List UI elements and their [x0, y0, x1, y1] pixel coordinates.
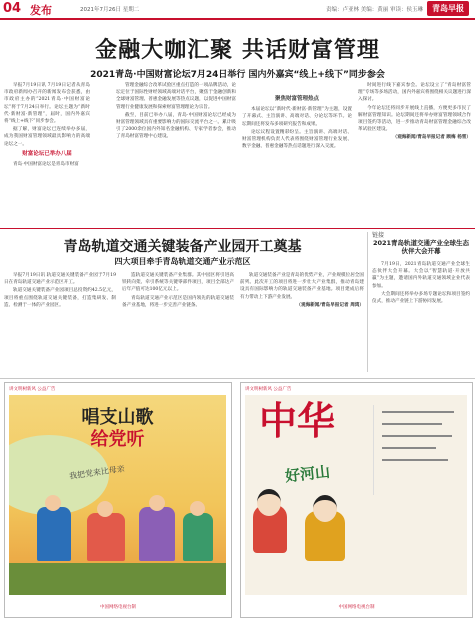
left-ad-title: [9, 395, 226, 451]
second-col3-para: 轨道交通装备产业是青岛的优势产业，产业规模位居全国前列。此次开工的项目将进一步壮大产业集群，推动青岛建设具有国际影响力的轨道交通装备产业基地。项目建成后将有力带动上下游产业发展。: [240, 273, 364, 300]
calligraphy-block: [373, 405, 462, 495]
lead-col3-subtitle: 聚焦财富管理热点: [274, 96, 319, 102]
lead-column-3: [242, 82, 352, 222]
right-ad-header: 讲文明树新风 公益广告: [245, 387, 292, 392]
second-col2-para: 造轨道交通关键装备产业集群。其中园区将引进高铁转向架、牵引系统等关键零部件项目，项目全部达产后年产值可达100亿元以上。: [122, 273, 234, 293]
right-ad-footer: 中国网络电视台制: [338, 605, 375, 610]
lead-col4-para: 今年论坛还将同步开展线上直播，方便更多市民了解财富管理知识。论坛期间还将举办财富管理领域合作项目签约等活动，进一步推动青岛财富管理金融综合改革试验区建设。: [358, 105, 471, 133]
right-ad-artwork: [245, 395, 467, 595]
sidebar-tag: 链接: [372, 232, 385, 239]
second-subheadline: 四大项目牵手青岛轨道交通产业示范区: [114, 257, 251, 266]
lead-col1-para: 据了解，财富论坛已连续举办多届，成为我国财富管理领域最具影响力的高端论坛之一。: [4, 127, 90, 147]
left-ad-footer: 中国网络电视台制: [100, 605, 136, 610]
lead-col1-para: 早报7月19日讯 7月19日记者从青岛市政府新闻办召开的新闻发布会获悉，由市政府主办的“2021青岛·中国财富论坛”将于7月24日举行。论坛主题为“新时代·新财富·新管理”，届时，国内外嘉宾将“线上+线下”同步参会。: [4, 83, 90, 125]
second-col2-para: 青岛轨道交通产业示范区是国内领先的轨道交通装备产业基地，将进一步完善产业链条。: [122, 295, 234, 308]
figure-shape: [139, 507, 175, 561]
second-col1-para: 轨道交通关键装备产业园项目总投资约42.5亿元，项目将重点围绕轨道交通关键装备，打造集研发、制造、检测于一体的产业园区。: [4, 288, 116, 308]
second-column-1: [4, 272, 116, 372]
second-column-2: [122, 272, 234, 372]
sidebar-title: 2021青岛轨道交通产业全球生态伙伴大会开幕: [372, 239, 470, 255]
left-ad-subtitle: 我把党来比母亲: [68, 464, 126, 481]
section-divider: [0, 378, 475, 379]
second-headline: 青岛轨道交通关键装备产业园开工奠基: [63, 239, 302, 255]
child-head: [313, 495, 337, 522]
lead-byline: （观海新闻/青岛早报记者 顾梅 杨雪）: [392, 135, 471, 141]
sidebar-para: 大会期间还将举办多场专题论坛和项目签约仪式，推动产业链上下游协同发展。: [372, 291, 470, 305]
calligraphy-stroke: [382, 459, 448, 461]
figure-shape: [37, 507, 71, 561]
calligraphy-stroke: [382, 423, 442, 425]
issue-date: 2021年7月26日 星期二: [80, 7, 140, 13]
second-col1-para: 早报7月19日讯 轨道交通关键装备产业园于7月19日在青岛轨道交通产业示范区开工。: [4, 273, 116, 286]
child-head: [257, 489, 281, 516]
second-byline: （观海新闻/青岛早报记者 周鸿）: [296, 302, 364, 308]
left-ad-header: 讲文明树新风 公益广告: [9, 387, 56, 392]
lead-headline: 金融大咖汇聚 共话财富管理: [95, 38, 380, 63]
figure-head: [149, 495, 165, 511]
calligraphy-stroke: [382, 435, 452, 437]
figure-head: [97, 501, 113, 517]
sidebar-text: [372, 261, 470, 373]
figure-head: [45, 495, 61, 511]
column-divider: [367, 232, 368, 372]
sidebar-box: [372, 232, 470, 374]
lead-col3-para: 本届论坛以“新时代·新财富·新管理”为主题，设置了开幕式、主旨演讲、高端对话、分论坛等环节。论坛期间还将发布多项研究报告和成果。: [242, 107, 352, 127]
right-ad-subtitle: 好河山: [284, 462, 331, 486]
second-column-3: [240, 272, 364, 372]
lead-col3-para: 论坛议程设置精彩纷呈。主旨演讲、高端对话、财富管理机构负责人代表将围绕财富管理行业发展、数字金融、普惠金融等热点话题进行深入交流。: [242, 129, 352, 150]
left-ad-title-line1: 唱支山歌: [81, 407, 154, 428]
right-ad-title: 中华: [259, 398, 336, 443]
lead-column-1: [4, 82, 90, 222]
lead-column-4: [358, 82, 471, 222]
sidebar-para: 7月19日，2021青岛轨道交通产业全球生态伙伴大会开幕。大会以“智慧轨道·开放共赢”为主题，邀请国内外轨道交通领域企业代表参加。: [372, 262, 470, 289]
editor-credits: 责编：卢亚林 美编：黄丽 审读：侯玉琳: [326, 7, 423, 13]
newspaper-logo: 青岛早报: [427, 1, 469, 16]
lead-col2-para: 管理金融综合改革试验区重点打造的一项品牌活动，论坛定位于国际性财经领域高端对话平台，聚焦于金融创新和全球财富管理、普惠金融发展等热点议题，以促进中国财富管理行业健康发展和探索财富管理理论为宗旨。: [116, 83, 236, 110]
lead-column-2: [116, 82, 236, 222]
section-name: 发布: [30, 4, 52, 17]
lead-col2-para: 截至，目前已举办八届，青岛·中国财富论坛已经成为财富管理领域具有重要影响力的国际交流平台之一。累计吸引了2000余位国内外知名金融机构、专家学者参会，推动了青岛财富管理中心建设。: [116, 112, 236, 140]
left-poster-ad: [4, 382, 232, 618]
lead-col4-para: 时间进行线下嘉宾参会。论坛设立了“青岛财富管理”专场等多场活动，国内外嘉宾将围绕相关议题进行深入探讨。: [358, 83, 471, 103]
lead-col1-para: 青岛·中国财富论坛是青岛市财富: [13, 162, 79, 168]
left-ad-artwork: [9, 395, 226, 595]
left-ad-title-line2: 给党听: [90, 429, 145, 450]
section-divider: [0, 228, 475, 229]
ground-shape: [9, 563, 226, 595]
figure-shape: [87, 513, 125, 561]
right-poster-ad: [240, 382, 473, 618]
figure-head: [190, 501, 205, 516]
calligraphy-stroke: [382, 411, 454, 413]
figure-shape: [183, 513, 213, 561]
lead-col1-subtitle: 财富论坛已举办八届: [22, 150, 72, 157]
calligraphy-stroke: [382, 447, 436, 449]
page-number: 04: [3, 1, 22, 16]
lead-subheadline: 2021青岛·中国财富论坛7月24日举行 国内外嘉宾“线上+线下”同步参会: [90, 70, 385, 80]
